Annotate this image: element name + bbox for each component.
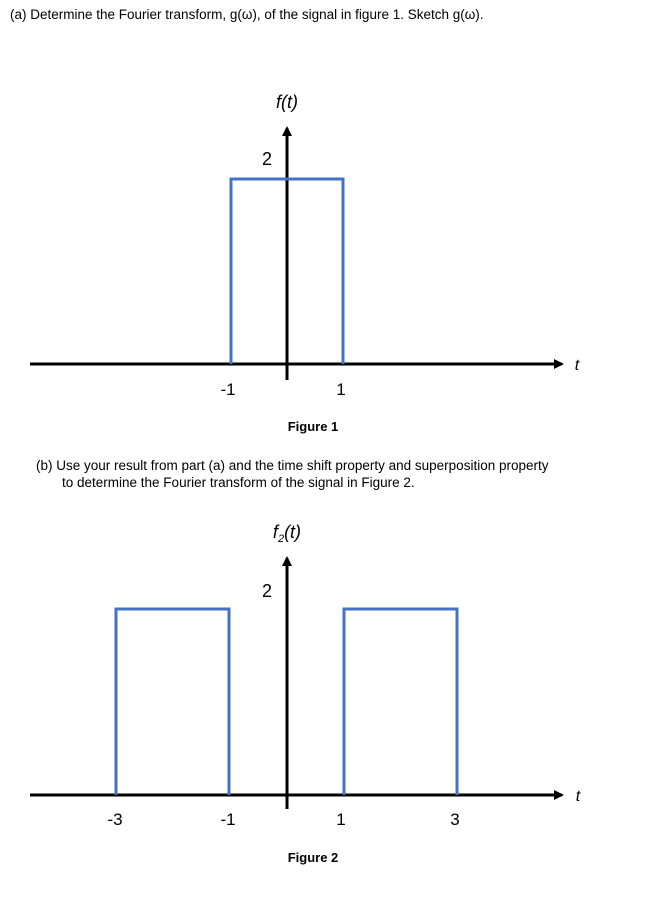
- part-a-g-symbol-2: g(ω): [452, 7, 480, 22]
- fig1-pulse: [231, 179, 343, 364]
- part-a-suffix: .: [479, 7, 484, 22]
- fig2-tick-minus-1: -1: [220, 810, 236, 829]
- fig1-tick-right: 1: [336, 380, 346, 399]
- fig2-pulse-right: [344, 609, 457, 795]
- fig2-function-sub: 2: [277, 533, 285, 545]
- fig2-tick-3: 3: [450, 810, 460, 829]
- part-a-g-symbol-1: g(ω): [229, 7, 257, 22]
- fig1-t-axis-label: t: [574, 357, 580, 374]
- fig1-caption: Figure 1: [287, 419, 339, 434]
- fig1-amplitude-label: 2: [261, 149, 273, 169]
- part-a-prefix: (a) Determine the Fourier transform,: [10, 7, 230, 22]
- fig2-tick-minus-3: -3: [107, 810, 123, 829]
- fig2-tick-1: 1: [336, 810, 346, 829]
- fig2-function-base: f: [272, 522, 278, 542]
- part-a-middle: , of the signal in figure 1. Sketch: [256, 7, 453, 22]
- part-b-question: [36, 457, 636, 491]
- fig2-function-label: [273, 522, 301, 545]
- fig2-pulse-left: [116, 609, 229, 795]
- fig2-t-axis-label: t: [575, 788, 581, 805]
- fig1-tick-left: -1: [220, 380, 236, 399]
- fig2-function-arg: (t): [284, 522, 302, 542]
- part-b-line-2: to determine the Fourier transform of the signal in Figure 2.: [62, 475, 415, 490]
- part-a-question: [10, 6, 484, 23]
- fig1-function-label: f(t): [276, 92, 298, 112]
- fig2-caption: Figure 2: [287, 850, 339, 865]
- part-b-line-1: (b) Use your result from part (a) and the time shift property and superposition property: [36, 458, 549, 473]
- fig2-amplitude-label: 2: [261, 581, 273, 601]
